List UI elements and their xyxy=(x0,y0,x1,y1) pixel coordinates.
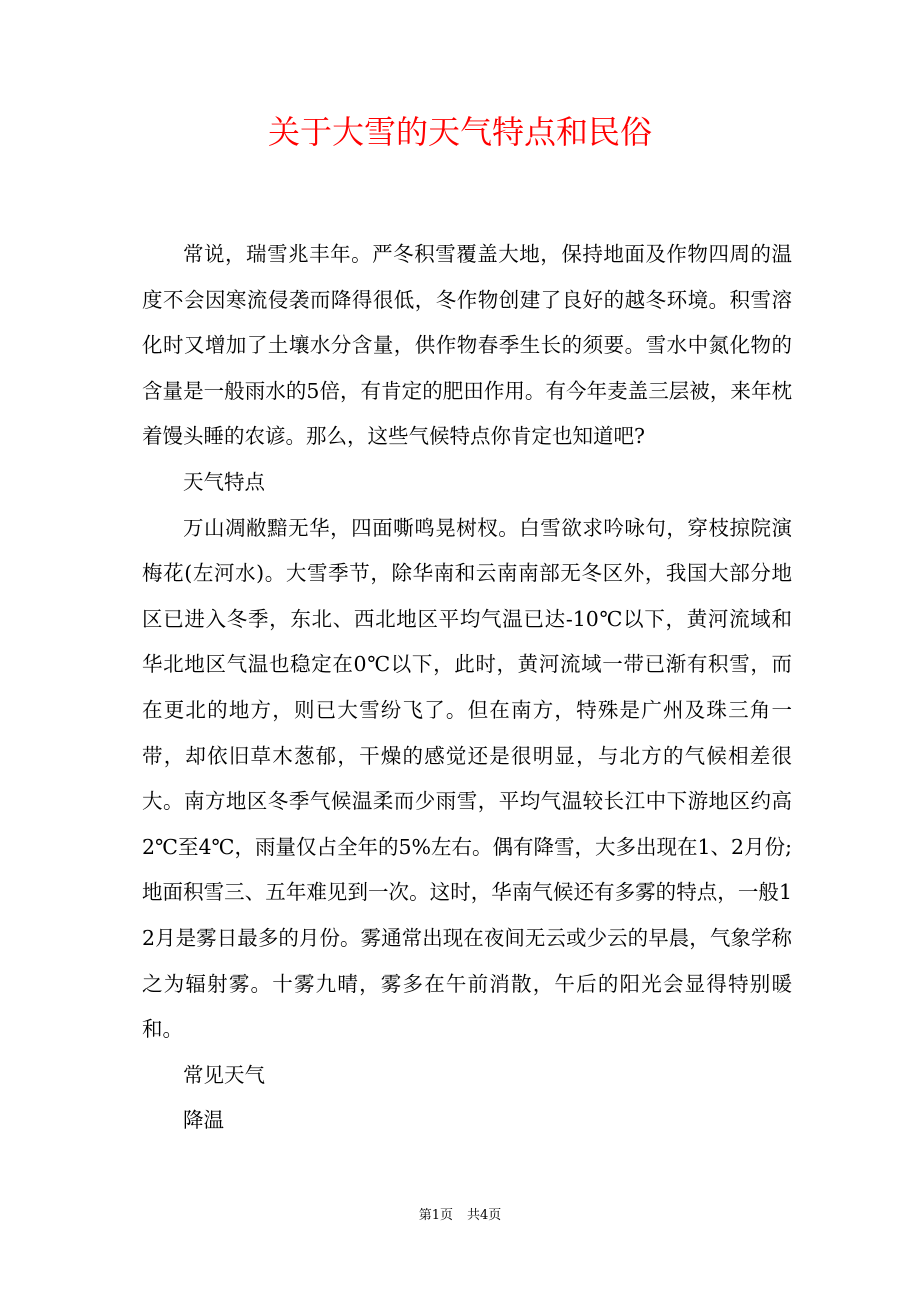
paragraph-weather-features: 万山凋敝黯无华，四面嘶鸣晃树杈。白雪欲求吟咏句，穿枝掠院演梅花(左河水)。大雪季节，除华南和云南南部无冬区外，我国大部分地区已进入冬季，东北、西北地区平均气温已达-10℃以下，黄河流域和华北地区气温也稳定在0℃以下，此时，黄河流域一带已渐有积雪，而在更北的地方，则已大雪纷飞了。但在南方，特殊是广州及珠三角一带，却依旧草木葱郁，干燥的感觉还是很明显，与北方的气候相差很大。南方地区冬季气候温柔而少雨雪，平均气温较长江中下游地区约高2℃至4℃，雨量仅占全年的5%左右。偶有降雪，大多出现在1、2月份;地面积雪三、五年难见到一次。这时，华南气候还有多雾的特点，一般12月是雾日最多的月份。雾通常出现在夜间无云或少云的早晨，气象学称之为辐射雾。十雾九晴，雾多在午前消散，午后的阳光会显得特别暖和。 xyxy=(142,515,792,1042)
page-number-current: 第1页 xyxy=(418,1208,453,1223)
page-number-total: 共4页 xyxy=(467,1208,502,1223)
document-title: 关于大雪的天气特点和民俗 xyxy=(267,113,652,151)
page-footer xyxy=(0,1206,920,1226)
section-heading-weather-features: 天气特点 xyxy=(183,469,265,494)
subsection-heading-cooling: 降温 xyxy=(183,1108,224,1133)
section-heading-common-weather: 常见天气 xyxy=(183,1062,265,1087)
document-body xyxy=(142,232,792,1144)
paragraph-intro: 常说，瑞雪兆丰年。严冬积雪覆盖大地，保持地面及作物四周的温度不会因寒流侵袭而降得很低，冬作物创建了良好的越冬环境。积雪溶化时又增加了土壤水分含量，供作物春季生长的须要。雪水中氮化物的含量是一般雨水的5倍，有肯定的肥田作用。有今年麦盖三层被，来年枕着馒头睡的农谚。那么，这些气候特点你肯定也知道吧? xyxy=(142,242,792,449)
